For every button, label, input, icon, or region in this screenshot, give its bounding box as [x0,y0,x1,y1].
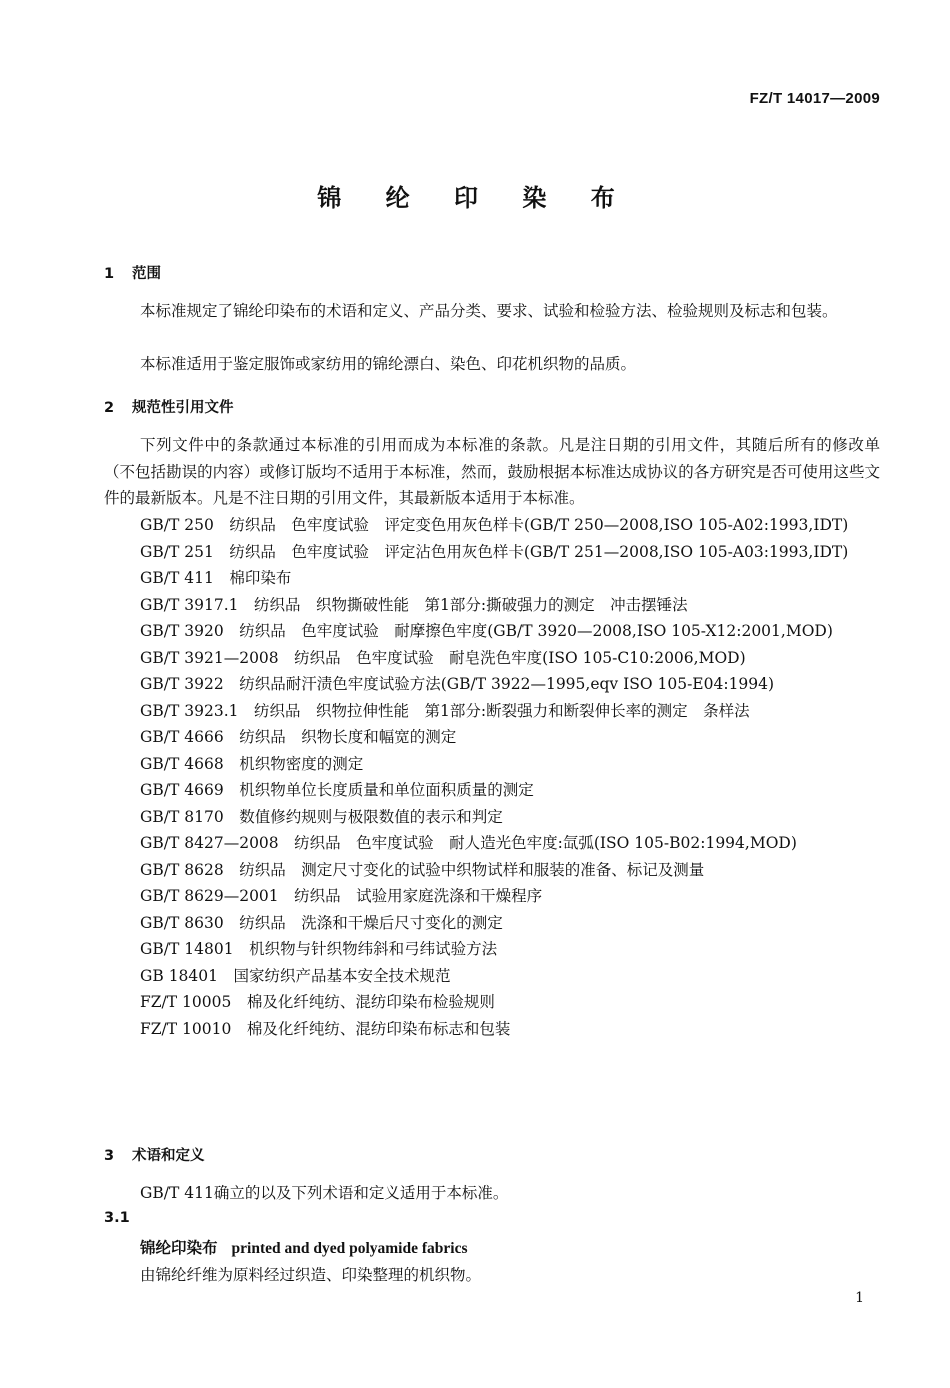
section-title: 规范性引用文件 [132,400,234,416]
term-definition: 由锦纶纤维为原料经过织造、印染整理的机织物。 [140,1266,482,1284]
section-2-heading [104,396,234,417]
reference-item: GB/T 8628 纺织品 测定尺寸变化的试验中织物试样和服装的准备、标记及测量 [140,860,705,879]
reference-item: GB/T 3921—2008 纺织品 色牢度试验 耐皂洗色牢度(ISO 105-C10:2006,MOD) [140,648,746,667]
reference-item: GB/T 8630 纺织品 洗涤和干燥后尺寸变化的测定 [140,913,503,932]
term-name-chinese: 锦纶印染布 [140,1239,218,1257]
scope-paragraph-2: 本标准适用于鉴定服饰或家纺用的锦纶漂白、染色、印花机织物的品质。 [140,355,637,373]
section-3-heading [104,1144,205,1165]
page-number: 1 [855,1290,864,1306]
reference-item: GB/T 8427—2008 纺织品 色牢度试验 耐人造光色牢度:氙弧(ISO 105-B02:1994,MOD) [140,834,797,852]
reference-item: GB/T 8170 数值修约规则与极限数值的表示和判定 [140,807,503,826]
reference-item: FZ/T 10010 棉及化纤纯纺、混纺印染布标志和包装 [140,1019,511,1038]
section-title: 范围 [132,266,161,282]
reference-item: GB/T 3923.1 纺织品 织物拉伸性能 第1部分:断裂强力和断裂伸长率的测定 条样法 [140,701,750,720]
reference-item: GB/T 3917.1 纺织品 织物撕破性能 第1部分:撕破强力的测定 冲击摆锤法 [140,595,688,614]
reference-item: GB/T 4669 机织物单位长度质量和单位面积质量的测定 [140,781,534,799]
reference-item: GB/T 8629—2001 纺织品 试验用家庭洗涤和干燥程序 [140,887,543,905]
reference-item: GB 18401 国家纺织产品基本安全技术规范 [140,966,451,985]
reference-item: GB/T 250 纺织品 色牢度试验 评定变色用灰色样卡(GB/T 250—2008,ISO 105-A02:1993,IDT) [140,516,849,534]
section-title: 术语和定义 [132,1148,205,1164]
reference-item: FZ/T 10005 棉及化纤纯纺、混纺印染布检验规则 [140,993,495,1011]
section-number: 3 [104,1148,115,1164]
reference-list [104,512,884,1042]
section-number: 2 [104,400,115,416]
section-1-heading [104,262,161,283]
term-number: 3.1 [104,1210,130,1226]
scope-paragraph-1: 本标准规定了锦纶印染布的术语和定义、产品分类、要求、试验和检验方法、检验规则及标志和包装。 [140,302,838,320]
terms-intro: GB/T 411确立的以及下列术语和定义适用于本标准。 [140,1184,509,1202]
reference-item: GB/T 4666 纺织品 织物长度和幅宽的测定 [140,728,457,746]
term-name-english: printed and dyed polyamide fabrics [231,1240,468,1257]
term-name [140,1236,468,1258]
standard-code: FZ/T 14017—2009 [749,90,880,107]
reference-item: GB/T 3920 纺织品 色牢度试验 耐摩擦色牢度(GB/T 3920—2008,ISO 105-X12:2001,MOD) [140,622,833,640]
reference-item: GB/T 411 棉印染布 [140,569,292,587]
reference-item: GB/T 3922 纺织品耐汗渍色牢度试验方法(GB/T 3922—1995,eqv ISO 105-E04:1994) [140,675,775,693]
document-title: 锦 纶 印 染 布 [317,184,633,212]
normative-references-intro: 下列文件中的条款通过本标准的引用而成为本标准的条款。凡是注日期的引用文件，其随后所有的修改单（不包括勘误的内容）或修订版均不适用于本标准，然而，鼓励根据本标准达成协议的各方研究是否可使用这些文件的最新版本。凡是不注日期的引用文件，其最新版本适用于本标准。 [104,436,880,507]
reference-item: GB/T 4668 机织物密度的测定 [140,754,364,773]
reference-item: GB/T 251 纺织品 色牢度试验 评定沾色用灰色样卡(GB/T 251—2008,ISO 105-A03:1993,IDT) [140,542,849,561]
reference-item: GB/T 14801 机织物与针织物纬斜和弓纬试验方法 [140,940,498,958]
section-number: 1 [104,266,115,282]
